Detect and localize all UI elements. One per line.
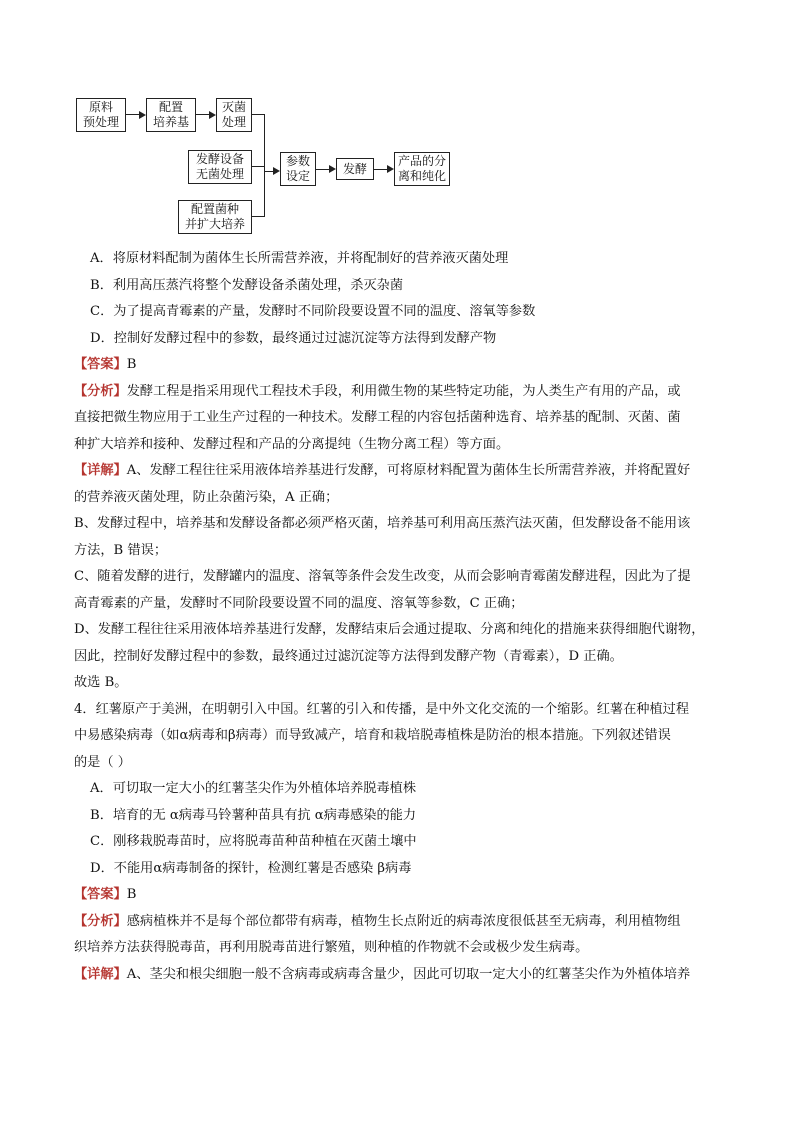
box-fermentation: 发酵 (336, 158, 374, 180)
q3-detail-line: 高青霉素的产量，发酵时不同阶段要设置不同的温度、溶氧等参数，C 正确； (74, 595, 524, 611)
arrow-icon (329, 165, 336, 173)
q4-stem-line: 中易感染病毒（如α病毒和β病毒）而导致减产，培育和栽培脱毒植株是防治的根本措施。下列叙述错误 (74, 728, 671, 743)
q4-option-c: C．刚移栽脱毒苗时，应将脱毒苗种苗种植在灭菌土壤中 (90, 834, 417, 849)
q3-option-d: D．控制好发酵过程中的参数，最终通过过滤沉淀等方法得到发酵产物 (90, 330, 497, 346)
q3-answer: 【答案】B (74, 357, 137, 372)
arrow-icon (387, 165, 394, 173)
box-equipment-sterile: 发酵设备 无菌处理 (188, 150, 252, 184)
box-sterilize: 灭菌 处理 (216, 98, 252, 132)
q3-detail-line: 的营养液灭菌处理，防止杂菌污染，A 正确； (74, 489, 339, 505)
q3-analysis-line: 种扩大培养和接种、发酵过程和产品的分离提纯（生物分离工程）等方面。 (74, 436, 510, 452)
box-product-separation: 产品的分 离和纯化 (394, 152, 450, 186)
box-raw-pretreatment: 原料 预处理 (76, 98, 126, 132)
fermentation-flowchart (60, 86, 480, 236)
q3-detail-line: D、发酵工程往往采用液体培养基进行发酵，发酵结束后会通过提取、分离和纯化的措施来获得细胞代谢物， (74, 622, 705, 637)
q4-detail: 【详解】A、茎尖和根尖细胞一般不含病毒或病毒含量少，因此可切取一定大小的红薯茎尖作为外植体培养 (74, 966, 691, 982)
q4-option-a: A．可切取一定大小的红薯茎尖作为外植体培养脱毒植株 (90, 781, 417, 796)
q3-analysis-line: 直接把微生物应用于工业生产过程的一种技术。发酵工程的内容包括菌种选育、培养基的配制、灭菌、菌 (74, 410, 681, 425)
q3-detail-line: 因此，控制好发酵过程中的参数，最终通过过滤沉淀等方法得到发酵产物（青霉素），D 正确。 (74, 648, 623, 664)
q3-detail-line: B、发酵过程中，培养基和发酵设备都必须严格灭菌，培养基可利用高压蒸汽法灭菌，但发酵设备不能用该 (74, 516, 691, 531)
q4-stem: 4．红薯原产于美洲，在明朝引入中国。红薯的引入和传播，是中外文化交流的一个缩影。红薯在种植过程 (74, 701, 690, 717)
q3-option-c: C．为了提高青霉素的产量，发酵时不同阶段要设置不同的温度、溶氧等参数 (90, 304, 536, 319)
box-parameter-setting: 参数 设定 (280, 152, 316, 186)
q3-option-b: B．利用高压蒸汽将整个发酵设备杀菌处理，杀灭杂菌 (90, 277, 404, 293)
q3-detail: 【详解】A、发酵工程往往采用液体培养基进行发酵，可将原材料配置为菌体生长所需营养液，并将配置好 (74, 463, 691, 478)
q3-detail-line: 方法，B 错误； (74, 542, 168, 558)
arrow-icon (139, 111, 146, 119)
q3-detail-line: C、随着发酵的进行，发酵罐内的温度、溶氧等条件会发生改变，从而会影响青霉菌发酵进程，因此为了提 (74, 569, 691, 584)
q3-option-a: A．将原材料配制为菌体生长所需营养液，并将配制好的营养液灭菌处理 (90, 251, 509, 266)
q4-option-d: D．不能用α病毒制备的探针，检测红薯是否感染 β病毒 (90, 860, 412, 876)
q4-option-b: B．培育的无 α病毒马铃薯种苗具有抗 α病毒感染的能力 (90, 807, 417, 823)
arrow-icon (209, 111, 216, 119)
box-prepare-medium: 配置 培养基 (146, 98, 196, 132)
q3-conclusion: 故选 B。 (74, 675, 128, 690)
q3-analysis: 【分析】发酵工程是指采用现代工程技术手段，利用微生物的某些特定功能，为人类生产有用的产品，或 (74, 383, 681, 399)
question-content (74, 246, 734, 988)
q4-analysis: 【分析】感病植株并不是每个部位都带有病毒，植物生长点附近的病毒浓度很低甚至无病毒，利用植物组 (74, 913, 681, 929)
q4-analysis-line: 织培养方法获得脱毒苗，再利用脱毒苗进行繁殖，则种植的作物就不会或极少发生病毒。 (74, 940, 589, 955)
box-inoculum-expansion: 配置菌种 并扩大培养 (178, 200, 252, 234)
q4-answer: 【答案】B (74, 887, 137, 902)
q4-stem-line: 的是（ ） (74, 754, 131, 770)
arrow-icon (273, 167, 280, 175)
